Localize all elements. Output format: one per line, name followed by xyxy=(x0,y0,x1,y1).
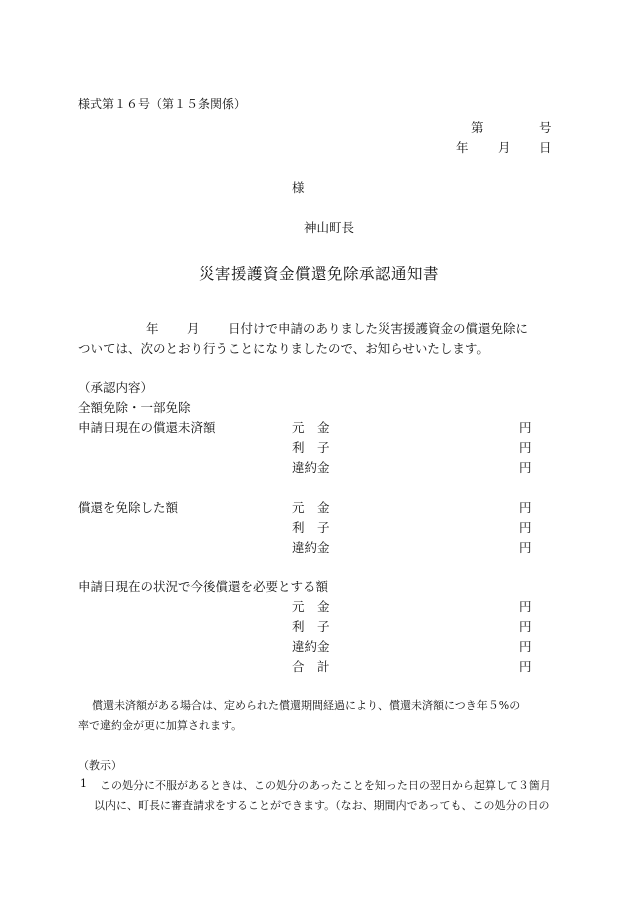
yen-unit: 円 xyxy=(519,540,532,555)
item-label: 利 子 xyxy=(292,619,330,634)
item-label: 違約金 xyxy=(292,540,330,555)
yen-unit: 円 xyxy=(519,639,532,654)
instruction-line2: 以内に、町長に審査請求をすることができます。（なお、期間内であっても、この処分の日の xyxy=(94,799,550,812)
addressee-suffix: 様 xyxy=(292,180,305,195)
document-title: 災害援護資金償還免除承認通知書 xyxy=(199,265,440,283)
doc-number-suffix: 号 xyxy=(539,120,552,135)
yen-unit: 円 xyxy=(519,520,532,535)
yen-unit: 円 xyxy=(519,420,532,435)
note-line2: 率で違約金が更に加算されます。 xyxy=(78,719,243,732)
yen-unit: 円 xyxy=(519,500,532,515)
item-label: 違約金 xyxy=(292,460,330,475)
yen-unit: 円 xyxy=(519,440,532,455)
item-label: 元 金 xyxy=(292,420,330,435)
issuer: 神山町長 xyxy=(304,220,355,235)
instruction-line1: この処分に不服があるときは、この処分のあったことを知った日の翌日から起算して３箇月 xyxy=(100,779,551,792)
item-label: 元 金 xyxy=(292,500,330,515)
note-line1: 償還未済額がある場合は、定められた償還期間経過により、償還未済額につき年５%の xyxy=(92,699,521,712)
form-number: 様式第１６号（第１５条関係） xyxy=(78,97,247,111)
exemption-type: 全額免除・一部免除 xyxy=(78,400,191,415)
yen-unit: 円 xyxy=(519,460,532,475)
doc-number-prefix: 第 xyxy=(471,120,484,135)
item-label: 利 子 xyxy=(292,520,330,535)
intro-line1: 日付けで申請のありました災害援護資金の償還免除に xyxy=(228,321,529,336)
yen-unit: 円 xyxy=(519,619,532,634)
intro-month: 月 xyxy=(187,321,200,336)
item-label: 元 金 xyxy=(292,599,330,614)
item-label: 合 計 xyxy=(292,659,330,674)
date-year: 年 xyxy=(456,140,469,155)
section-heading: 申請日現在の償還未済額 xyxy=(78,420,216,435)
intro-line2: ついては、次のとおり行うことになりましたので、お知らせいたします。 xyxy=(78,341,489,356)
section-heading: 償還を免除した額 xyxy=(78,500,179,515)
section-heading: 申請日現在の状況で今後償還を必要とする額 xyxy=(78,579,329,594)
instruction-header: （教示） xyxy=(78,759,122,772)
date-month: 月 xyxy=(498,140,511,155)
date-day: 日 xyxy=(539,140,552,155)
instruction-number: 1 xyxy=(80,777,87,790)
yen-unit: 円 xyxy=(519,659,532,674)
item-label: 違約金 xyxy=(292,639,330,654)
approval-header: （承認内容） xyxy=(78,380,154,395)
yen-unit: 円 xyxy=(519,599,532,614)
intro-year: 年 xyxy=(146,321,159,336)
item-label: 利 子 xyxy=(292,440,330,455)
